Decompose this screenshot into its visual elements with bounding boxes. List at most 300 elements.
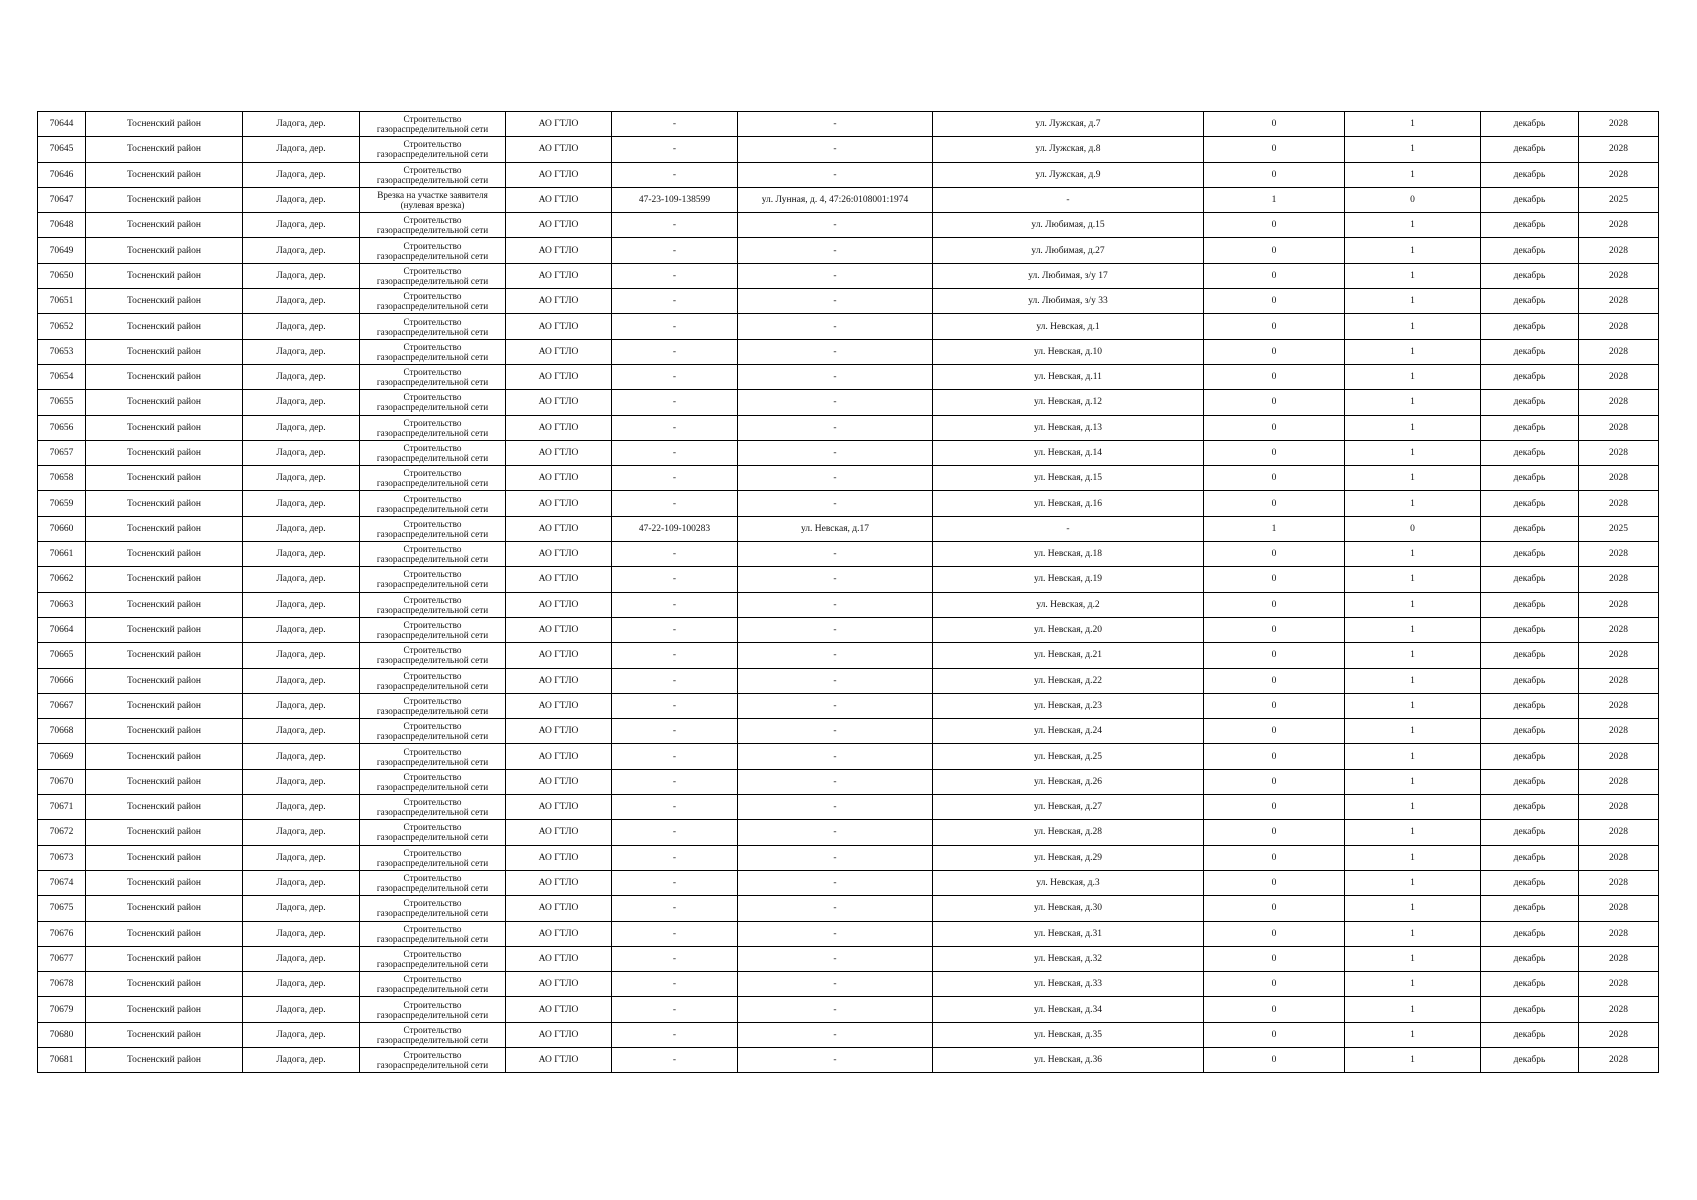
work-type-cell: Строительство газораспределительной сети xyxy=(360,390,506,415)
applicant-address-cell: - xyxy=(738,668,933,693)
object-number-cell: 70670 xyxy=(38,769,86,794)
applicant-address-cell: - xyxy=(738,617,933,642)
application-number-cell: - xyxy=(612,719,738,744)
object-number-cell: 70651 xyxy=(38,289,86,314)
work-type-cell: Строительство газораспределительной сети xyxy=(360,592,506,617)
organization-cell: АО ГТЛО xyxy=(506,162,612,187)
table-row xyxy=(38,390,1659,415)
month-cell: декабрь xyxy=(1481,1022,1579,1047)
table-row xyxy=(38,1022,1659,1047)
year-cell: 2028 xyxy=(1579,845,1659,870)
count-network-cell: 1 xyxy=(1345,364,1481,389)
application-number-cell: - xyxy=(612,946,738,971)
count-applicant-cell: 0 xyxy=(1204,592,1345,617)
street-address-cell: ул. Невская, д.27 xyxy=(933,795,1204,820)
application-number-cell: - xyxy=(612,845,738,870)
work-type-cell: Строительство газораспределительной сети xyxy=(360,946,506,971)
count-network-cell: 1 xyxy=(1345,668,1481,693)
district-cell: Тосненский район xyxy=(86,668,243,693)
count-applicant-cell: 0 xyxy=(1204,238,1345,263)
count-network-cell: 1 xyxy=(1345,1047,1481,1072)
count-network-cell: 1 xyxy=(1345,921,1481,946)
work-type-cell: Строительство газораспределительной сети xyxy=(360,162,506,187)
work-type-cell: Строительство газораспределительной сети xyxy=(360,466,506,491)
object-number-cell: 70655 xyxy=(38,390,86,415)
work-type-cell: Врезка на участке заявителя (нулевая врезка) xyxy=(360,187,506,212)
count-network-cell: 0 xyxy=(1345,187,1481,212)
count-network-cell: 1 xyxy=(1345,643,1481,668)
work-type-cell: Строительство газораспределительной сети xyxy=(360,289,506,314)
application-number-cell: - xyxy=(612,440,738,465)
table-row xyxy=(38,213,1659,238)
street-address-cell: ул. Невская, д.31 xyxy=(933,921,1204,946)
district-cell: Тосненский район xyxy=(86,542,243,567)
work-type-cell: Строительство газораспределительной сети xyxy=(360,567,506,592)
street-address-cell: ул. Невская, д.23 xyxy=(933,693,1204,718)
application-number-cell: - xyxy=(612,542,738,567)
street-address-cell: ул. Невская, д.19 xyxy=(933,567,1204,592)
organization-cell: АО ГТЛО xyxy=(506,491,612,516)
count-applicant-cell: 0 xyxy=(1204,137,1345,162)
applicant-address-cell: - xyxy=(738,592,933,617)
month-cell: декабрь xyxy=(1481,339,1579,364)
application-number-cell: - xyxy=(612,870,738,895)
object-number-cell: 70656 xyxy=(38,415,86,440)
year-cell: 2028 xyxy=(1579,466,1659,491)
district-cell: Тосненский район xyxy=(86,744,243,769)
applicant-address-cell: - xyxy=(738,213,933,238)
count-applicant-cell: 0 xyxy=(1204,263,1345,288)
count-network-cell: 1 xyxy=(1345,693,1481,718)
application-number-cell: - xyxy=(612,693,738,718)
organization-cell: АО ГТЛО xyxy=(506,238,612,263)
application-number-cell: - xyxy=(612,162,738,187)
application-number-cell: - xyxy=(612,137,738,162)
object-number-cell: 70673 xyxy=(38,845,86,870)
street-address-cell: ул. Невская, д.20 xyxy=(933,617,1204,642)
organization-cell: АО ГТЛО xyxy=(506,997,612,1022)
count-applicant-cell: 0 xyxy=(1204,845,1345,870)
table-row xyxy=(38,896,1659,921)
table-row xyxy=(38,440,1659,465)
table-row xyxy=(38,314,1659,339)
applicant-address-cell: - xyxy=(738,364,933,389)
district-cell: Тосненский район xyxy=(86,643,243,668)
organization-cell: АО ГТЛО xyxy=(506,668,612,693)
street-address-cell: ул. Невская, д.15 xyxy=(933,466,1204,491)
district-cell: Тосненский район xyxy=(86,845,243,870)
street-address-cell: ул. Лужская, д.8 xyxy=(933,137,1204,162)
organization-cell: АО ГТЛО xyxy=(506,364,612,389)
application-number-cell: - xyxy=(612,769,738,794)
applicant-address-cell: - xyxy=(738,263,933,288)
organization-cell: АО ГТЛО xyxy=(506,516,612,541)
count-network-cell: 1 xyxy=(1345,263,1481,288)
count-network-cell: 1 xyxy=(1345,162,1481,187)
district-cell: Тосненский район xyxy=(86,238,243,263)
street-address-cell: ул. Невская, д.22 xyxy=(933,668,1204,693)
organization-cell: АО ГТЛО xyxy=(506,112,612,137)
table-row xyxy=(38,668,1659,693)
organization-cell: АО ГТЛО xyxy=(506,390,612,415)
district-cell: Тосненский район xyxy=(86,1022,243,1047)
year-cell: 2028 xyxy=(1579,592,1659,617)
application-number-cell: - xyxy=(612,896,738,921)
table-row xyxy=(38,870,1659,895)
count-network-cell: 1 xyxy=(1345,820,1481,845)
table-row xyxy=(38,491,1659,516)
object-number-cell: 70660 xyxy=(38,516,86,541)
district-cell: Тосненский район xyxy=(86,795,243,820)
organization-cell: АО ГТЛО xyxy=(506,719,612,744)
year-cell: 2028 xyxy=(1579,1022,1659,1047)
street-address-cell: ул. Невская, д.36 xyxy=(933,1047,1204,1072)
work-type-cell: Строительство газораспределительной сети xyxy=(360,820,506,845)
object-number-cell: 70668 xyxy=(38,719,86,744)
year-cell: 2028 xyxy=(1579,112,1659,137)
object-number-cell: 70652 xyxy=(38,314,86,339)
applicant-address-cell: - xyxy=(738,567,933,592)
settlement-cell: Ладога, дер. xyxy=(243,187,360,212)
month-cell: декабрь xyxy=(1481,617,1579,642)
year-cell: 2028 xyxy=(1579,1047,1659,1072)
district-cell: Тосненский район xyxy=(86,466,243,491)
district-cell: Тосненский район xyxy=(86,719,243,744)
count-applicant-cell: 0 xyxy=(1204,491,1345,516)
applicant-address-cell: - xyxy=(738,820,933,845)
object-number-cell: 70679 xyxy=(38,997,86,1022)
month-cell: декабрь xyxy=(1481,213,1579,238)
count-applicant-cell: 0 xyxy=(1204,820,1345,845)
organization-cell: АО ГТЛО xyxy=(506,415,612,440)
application-number-cell: - xyxy=(612,997,738,1022)
work-type-cell: Строительство газораспределительной сети xyxy=(360,845,506,870)
table-row xyxy=(38,921,1659,946)
table-row xyxy=(38,643,1659,668)
count-applicant-cell: 0 xyxy=(1204,112,1345,137)
district-cell: Тосненский район xyxy=(86,112,243,137)
applicant-address-cell: - xyxy=(738,289,933,314)
street-address-cell: ул. Невская, д.3 xyxy=(933,870,1204,895)
month-cell: декабрь xyxy=(1481,542,1579,567)
year-cell: 2025 xyxy=(1579,516,1659,541)
year-cell: 2028 xyxy=(1579,263,1659,288)
organization-cell: АО ГТЛО xyxy=(506,972,612,997)
district-cell: Тосненский район xyxy=(86,946,243,971)
table-row xyxy=(38,364,1659,389)
street-address-cell: ул. Невская, д.28 xyxy=(933,820,1204,845)
work-type-cell: Строительство газораспределительной сети xyxy=(360,314,506,339)
street-address-cell: ул. Невская, д.12 xyxy=(933,390,1204,415)
application-number-cell: - xyxy=(612,415,738,440)
applicant-address-cell: - xyxy=(738,137,933,162)
object-number-cell: 70675 xyxy=(38,896,86,921)
street-address-cell: - xyxy=(933,187,1204,212)
organization-cell: АО ГТЛО xyxy=(506,542,612,567)
application-number-cell: - xyxy=(612,314,738,339)
count-applicant-cell: 0 xyxy=(1204,643,1345,668)
table-row xyxy=(38,744,1659,769)
month-cell: декабрь xyxy=(1481,1047,1579,1072)
count-network-cell: 1 xyxy=(1345,617,1481,642)
organization-cell: АО ГТЛО xyxy=(506,870,612,895)
application-number-cell: - xyxy=(612,744,738,769)
year-cell: 2028 xyxy=(1579,946,1659,971)
table-row xyxy=(38,542,1659,567)
table-row xyxy=(38,339,1659,364)
year-cell: 2028 xyxy=(1579,339,1659,364)
street-address-cell: ул. Невская, д.26 xyxy=(933,769,1204,794)
settlement-cell: Ладога, дер. xyxy=(243,921,360,946)
street-address-cell: ул. Невская, д.16 xyxy=(933,491,1204,516)
table-row xyxy=(38,187,1659,212)
count-applicant-cell: 0 xyxy=(1204,440,1345,465)
street-address-cell: ул. Любимая, д.27 xyxy=(933,238,1204,263)
object-number-cell: 70659 xyxy=(38,491,86,516)
settlement-cell: Ладога, дер. xyxy=(243,440,360,465)
table-row xyxy=(38,820,1659,845)
organization-cell: АО ГТЛО xyxy=(506,592,612,617)
application-number-cell: - xyxy=(612,112,738,137)
application-number-cell: 47-22-109-100283 xyxy=(612,516,738,541)
organization-cell: АО ГТЛО xyxy=(506,567,612,592)
organization-cell: АО ГТЛО xyxy=(506,617,612,642)
object-number-cell: 70680 xyxy=(38,1022,86,1047)
count-applicant-cell: 0 xyxy=(1204,567,1345,592)
applicant-address-cell: - xyxy=(738,1022,933,1047)
district-cell: Тосненский район xyxy=(86,997,243,1022)
street-address-cell: ул. Невская, д.34 xyxy=(933,997,1204,1022)
district-cell: Тосненский район xyxy=(86,162,243,187)
district-cell: Тосненский район xyxy=(86,137,243,162)
organization-cell: АО ГТЛО xyxy=(506,946,612,971)
application-number-cell: - xyxy=(612,972,738,997)
district-cell: Тосненский район xyxy=(86,289,243,314)
work-type-cell: Строительство газораспределительной сети xyxy=(360,719,506,744)
count-applicant-cell: 0 xyxy=(1204,870,1345,895)
district-cell: Тосненский район xyxy=(86,364,243,389)
settlement-cell: Ладога, дер. xyxy=(243,364,360,389)
street-address-cell: - xyxy=(933,516,1204,541)
year-cell: 2028 xyxy=(1579,744,1659,769)
settlement-cell: Ладога, дер. xyxy=(243,592,360,617)
count-applicant-cell: 0 xyxy=(1204,162,1345,187)
organization-cell: АО ГТЛО xyxy=(506,339,612,364)
work-type-cell: Строительство газораспределительной сети xyxy=(360,668,506,693)
street-address-cell: ул. Невская, д.25 xyxy=(933,744,1204,769)
year-cell: 2028 xyxy=(1579,364,1659,389)
work-type-cell: Строительство газораспределительной сети xyxy=(360,769,506,794)
month-cell: декабрь xyxy=(1481,567,1579,592)
year-cell: 2028 xyxy=(1579,289,1659,314)
month-cell: декабрь xyxy=(1481,693,1579,718)
count-applicant-cell: 0 xyxy=(1204,542,1345,567)
year-cell: 2028 xyxy=(1579,415,1659,440)
district-cell: Тосненский район xyxy=(86,870,243,895)
table-row xyxy=(38,415,1659,440)
settlement-cell: Ладога, дер. xyxy=(243,339,360,364)
street-address-cell: ул. Невская, д.18 xyxy=(933,542,1204,567)
settlement-cell: Ладога, дер. xyxy=(243,946,360,971)
applicant-address-cell: ул. Невская, д.17 xyxy=(738,516,933,541)
applicant-address-cell: - xyxy=(738,795,933,820)
street-address-cell: ул. Лужская, д.9 xyxy=(933,162,1204,187)
applicant-address-cell: - xyxy=(738,896,933,921)
document-sheet xyxy=(37,111,1658,1073)
settlement-cell: Ладога, дер. xyxy=(243,870,360,895)
settlement-cell: Ладога, дер. xyxy=(243,845,360,870)
work-type-cell: Строительство газораспределительной сети xyxy=(360,238,506,263)
work-type-cell: Строительство газораспределительной сети xyxy=(360,440,506,465)
district-cell: Тосненский район xyxy=(86,693,243,718)
year-cell: 2025 xyxy=(1579,187,1659,212)
application-number-cell: - xyxy=(612,643,738,668)
object-number-cell: 70664 xyxy=(38,617,86,642)
count-applicant-cell: 0 xyxy=(1204,415,1345,440)
count-applicant-cell: 0 xyxy=(1204,769,1345,794)
work-type-cell: Строительство газораспределительной сети xyxy=(360,795,506,820)
district-cell: Тосненский район xyxy=(86,415,243,440)
district-cell: Тосненский район xyxy=(86,769,243,794)
application-number-cell: 47-23-109-138599 xyxy=(612,187,738,212)
count-network-cell: 1 xyxy=(1345,567,1481,592)
street-address-cell: ул. Невская, д.35 xyxy=(933,1022,1204,1047)
object-number-cell: 70658 xyxy=(38,466,86,491)
work-type-cell: Строительство газораспределительной сети xyxy=(360,213,506,238)
count-network-cell: 1 xyxy=(1345,491,1481,516)
street-address-cell: ул. Любимая, з/у 17 xyxy=(933,263,1204,288)
applicant-address-cell: - xyxy=(738,921,933,946)
organization-cell: АО ГТЛО xyxy=(506,693,612,718)
work-type-cell: Строительство газораспределительной сети xyxy=(360,516,506,541)
year-cell: 2028 xyxy=(1579,719,1659,744)
table-row xyxy=(38,238,1659,263)
street-address-cell: ул. Лужская, д.7 xyxy=(933,112,1204,137)
year-cell: 2028 xyxy=(1579,314,1659,339)
count-applicant-cell: 0 xyxy=(1204,213,1345,238)
year-cell: 2028 xyxy=(1579,769,1659,794)
application-number-cell: - xyxy=(612,466,738,491)
count-network-cell: 1 xyxy=(1345,870,1481,895)
month-cell: декабрь xyxy=(1481,314,1579,339)
street-address-cell: ул. Невская, д.1 xyxy=(933,314,1204,339)
count-network-cell: 1 xyxy=(1345,137,1481,162)
year-cell: 2028 xyxy=(1579,896,1659,921)
applicant-address-cell: - xyxy=(738,972,933,997)
work-type-cell: Строительство газораспределительной сети xyxy=(360,617,506,642)
settlement-cell: Ладога, дер. xyxy=(243,1022,360,1047)
count-network-cell: 1 xyxy=(1345,238,1481,263)
count-network-cell: 1 xyxy=(1345,997,1481,1022)
applicant-address-cell: - xyxy=(738,238,933,263)
settlement-cell: Ладога, дер. xyxy=(243,466,360,491)
work-type-cell: Строительство газораспределительной сети xyxy=(360,364,506,389)
object-number-cell: 70681 xyxy=(38,1047,86,1072)
work-type-cell: Строительство газораспределительной сети xyxy=(360,542,506,567)
month-cell: декабрь xyxy=(1481,769,1579,794)
year-cell: 2028 xyxy=(1579,795,1659,820)
district-cell: Тосненский район xyxy=(86,187,243,212)
applicant-address-cell: - xyxy=(738,719,933,744)
work-type-cell: Строительство газораспределительной сети xyxy=(360,921,506,946)
settlement-cell: Ладога, дер. xyxy=(243,516,360,541)
street-address-cell: ул. Невская, д.29 xyxy=(933,845,1204,870)
month-cell: декабрь xyxy=(1481,137,1579,162)
month-cell: декабрь xyxy=(1481,643,1579,668)
count-network-cell: 1 xyxy=(1345,542,1481,567)
organization-cell: АО ГТЛО xyxy=(506,845,612,870)
count-network-cell: 1 xyxy=(1345,339,1481,364)
district-cell: Тосненский район xyxy=(86,213,243,238)
object-number-cell: 70663 xyxy=(38,592,86,617)
application-number-cell: - xyxy=(612,213,738,238)
district-cell: Тосненский район xyxy=(86,820,243,845)
object-number-cell: 70677 xyxy=(38,946,86,971)
table-row xyxy=(38,693,1659,718)
object-number-cell: 70644 xyxy=(38,112,86,137)
work-type-cell: Строительство газораспределительной сети xyxy=(360,643,506,668)
district-cell: Тосненский район xyxy=(86,921,243,946)
month-cell: декабрь xyxy=(1481,997,1579,1022)
month-cell: декабрь xyxy=(1481,744,1579,769)
district-cell: Тосненский район xyxy=(86,390,243,415)
applicant-address-cell: - xyxy=(738,415,933,440)
application-number-cell: - xyxy=(612,238,738,263)
count-network-cell: 1 xyxy=(1345,289,1481,314)
settlement-cell: Ладога, дер. xyxy=(243,314,360,339)
organization-cell: АО ГТЛО xyxy=(506,820,612,845)
district-cell: Тосненский район xyxy=(86,592,243,617)
applicant-address-cell: - xyxy=(738,997,933,1022)
district-cell: Тосненский район xyxy=(86,491,243,516)
count-network-cell: 1 xyxy=(1345,112,1481,137)
object-number-cell: 70678 xyxy=(38,972,86,997)
month-cell: декабрь xyxy=(1481,466,1579,491)
settlement-cell: Ладога, дер. xyxy=(243,263,360,288)
settlement-cell: Ладога, дер. xyxy=(243,238,360,263)
table-row xyxy=(38,162,1659,187)
application-number-cell: - xyxy=(612,491,738,516)
year-cell: 2028 xyxy=(1579,567,1659,592)
count-applicant-cell: 0 xyxy=(1204,896,1345,921)
street-address-cell: ул. Невская, д.24 xyxy=(933,719,1204,744)
month-cell: декабрь xyxy=(1481,491,1579,516)
count-applicant-cell: 0 xyxy=(1204,795,1345,820)
table-row xyxy=(38,567,1659,592)
year-cell: 2028 xyxy=(1579,921,1659,946)
count-applicant-cell: 0 xyxy=(1204,1022,1345,1047)
month-cell: декабрь xyxy=(1481,516,1579,541)
street-address-cell: ул. Невская, д.13 xyxy=(933,415,1204,440)
count-network-cell: 1 xyxy=(1345,769,1481,794)
applicant-address-cell: ул. Лунная, д. 4, 47:26:0108001:1974 xyxy=(738,187,933,212)
month-cell: декабрь xyxy=(1481,440,1579,465)
settlement-cell: Ладога, дер. xyxy=(243,112,360,137)
count-applicant-cell: 0 xyxy=(1204,946,1345,971)
count-applicant-cell: 0 xyxy=(1204,693,1345,718)
application-number-cell: - xyxy=(612,617,738,642)
count-network-cell: 1 xyxy=(1345,314,1481,339)
object-number-cell: 70676 xyxy=(38,921,86,946)
district-cell: Тосненский район xyxy=(86,314,243,339)
organization-cell: АО ГТЛО xyxy=(506,263,612,288)
count-network-cell: 1 xyxy=(1345,719,1481,744)
organization-cell: АО ГТЛО xyxy=(506,795,612,820)
applicant-address-cell: - xyxy=(738,339,933,364)
year-cell: 2028 xyxy=(1579,491,1659,516)
count-applicant-cell: 1 xyxy=(1204,516,1345,541)
settlement-cell: Ладога, дер. xyxy=(243,820,360,845)
